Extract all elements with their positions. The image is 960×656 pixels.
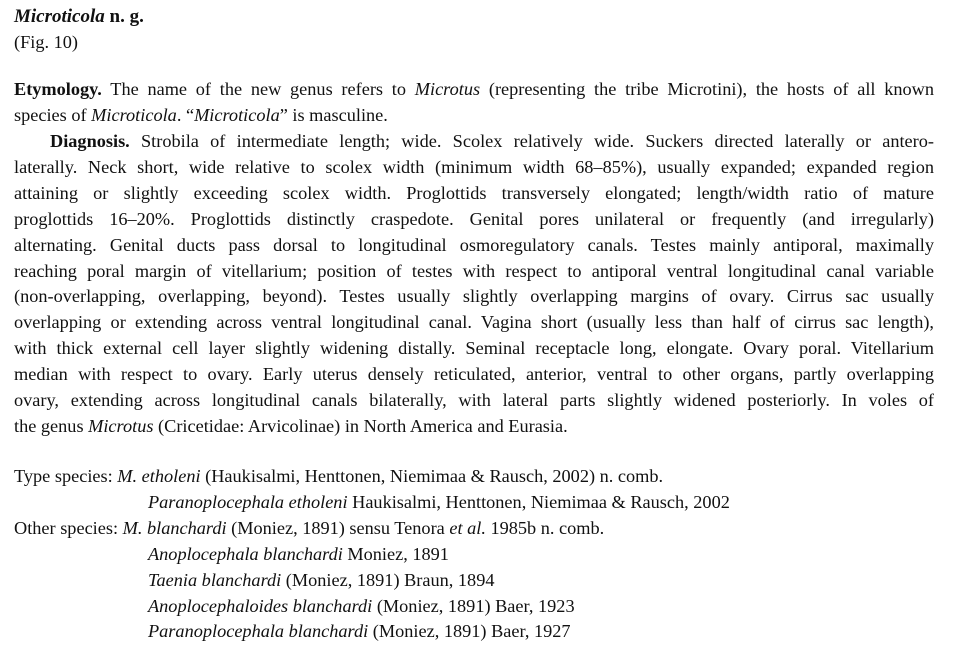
text-run: Strobila of intermediate length; wide. Scolex relatively wide. Suckers directed laterally or antero- (129, 131, 934, 151)
etymology-line (14, 106, 934, 126)
text-run: 1985b n. comb. (485, 517, 605, 538)
text-run: (Moniez, 1891) Braun, 1894 (281, 569, 495, 590)
diagnosis-line (14, 262, 934, 282)
diagnosis-line (14, 417, 934, 437)
text-run: (Moniez, 1891) sensu Tenora (226, 517, 450, 538)
text-run: Moniez, 1891 (342, 543, 449, 564)
species-line (148, 545, 449, 563)
species-line (148, 571, 494, 589)
italic-taxon: Microtus (414, 79, 481, 99)
italic-taxon: et al. (449, 517, 486, 538)
italic-taxon: Microticola (91, 104, 177, 125)
text-run: the genus (14, 415, 89, 436)
text-run: Type species: (14, 466, 118, 486)
text-run: ” is masculine. (279, 104, 388, 125)
text-run: alternating. Genital ducts pass dorsal to longitudinal osmoregulatory canals. Testes mainly antiporal, maximally (14, 234, 934, 255)
text-run: The name of the new genus refers to (101, 79, 415, 99)
text-run: reaching poral margin of vitellarium; position of testes with respect to antiporal ventral longitudinal canal variable (14, 260, 934, 281)
text-run: (Moniez, 1891) Baer, 1923 (372, 595, 575, 616)
diagnosis-line (14, 158, 934, 178)
italic-taxon: M. etholeni (117, 466, 201, 486)
diagnosis-line (50, 132, 934, 152)
diagnosis-line (14, 339, 934, 359)
text-run: . “ (176, 104, 195, 125)
italic-taxon: Paranoplocephala blanchardi (148, 621, 369, 642)
text-run: species of (14, 104, 92, 125)
new-genus-marker: n. g. (104, 6, 144, 27)
italic-taxon: Microticola (194, 104, 280, 125)
italic-taxon: Paranoplocephala etholeni (148, 491, 348, 512)
italic-taxon: Microtus (88, 415, 154, 436)
text-run: ovary, extending across longitudinal canals bilaterally, with lateral parts slightly widened posteriorly. In voles of (14, 390, 934, 410)
text-run: proglottids 16–20%. Proglottids distinctly craspedote. Genital pores unilateral or frequently (and irregularly) (14, 208, 934, 229)
genus-heading (14, 7, 144, 26)
diagnosis-line (14, 313, 934, 333)
text-run: laterally. Neck short, wide relative to scolex width (minimum width 68–85%), usually expanded; expanded region (14, 156, 934, 177)
text-run: attaining or slightly exceeding scolex width. Proglottids transversely elongated; length/width ratio of mature (14, 182, 934, 203)
species-line (14, 519, 604, 537)
italic-taxon: Taenia blanchardi (148, 569, 282, 590)
species-line (148, 493, 730, 511)
diagnosis-line (14, 391, 934, 411)
italic-taxon: M. blanchardi (122, 517, 227, 538)
species-line (148, 597, 575, 615)
text-run: overlapping or extending across ventral longitudinal canal. Vagina short (usually less than half of cirrus sac length), (14, 312, 934, 333)
text-run: (non-overlapping, overlapping, beyond). Testes usually slightly overlapping margins of ovary. Cirrus sac usually (14, 286, 934, 307)
text-run: (Moniez, 1891) Baer, 1927 (368, 621, 571, 642)
text-run: with thick external cell layer slightly widening distally. Seminal receptacle long, elongate. Ovary poral. Vitellarium (14, 338, 934, 359)
text-run: (Cricetidae: Arvicolinae) in North America and Eurasia. (153, 415, 568, 436)
genus-name: Microticola (14, 6, 105, 27)
section-label: Etymology. (14, 79, 102, 99)
text-run: Haukisalmi, Henttonen, Niemimaa & Rausch, 2002 (347, 491, 730, 512)
species-line (14, 467, 663, 485)
diagnosis-line (14, 287, 934, 307)
figure-reference: (Fig. 10) (14, 32, 78, 52)
italic-taxon: Anoplocephaloides blanchardi (148, 595, 373, 616)
etymology-line (14, 80, 934, 100)
italic-taxon: Anoplocephala blanchardi (148, 543, 343, 564)
diagnosis-line (14, 184, 934, 204)
text-run: (Haukisalmi, Henttonen, Niemimaa & Rausch, 2002) n. comb. (200, 466, 664, 486)
text-run: Other species: (14, 517, 123, 538)
section-label: Diagnosis. (50, 131, 130, 151)
text-run: median with respect to ovary. Early uterus densely reticulated, anterior, ventral to other organs, partly overlapping (14, 364, 934, 385)
diagnosis-line (14, 210, 934, 230)
diagnosis-line (14, 236, 934, 256)
text-run: (representing the tribe Microtini), the hosts of all known (480, 79, 935, 99)
diagnosis-line (14, 365, 934, 385)
species-line (148, 622, 571, 640)
